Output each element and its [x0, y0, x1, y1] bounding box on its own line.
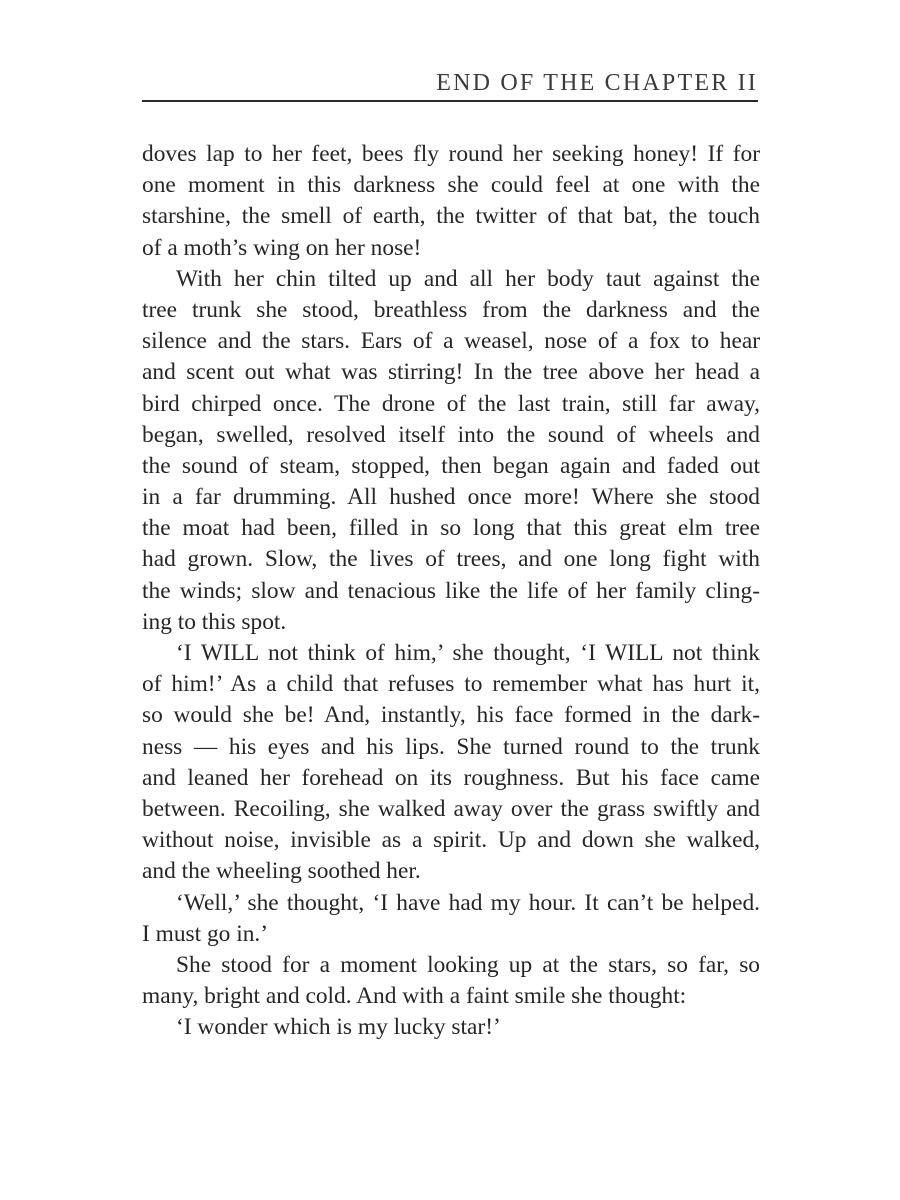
text-line: began, swelled, resolved itself into the sound of wheels and	[142, 421, 760, 448]
text-line: ‘I wonder which is my lucky star!’	[176, 1014, 501, 1041]
text-line: ‘Well,’ she thought, ‘I have had my hour. It can’t be helped.	[176, 889, 760, 916]
text-line: between. Recoiling, she walked away over the grass swiftly and	[142, 795, 760, 822]
text-line: in a far drumming. All hushed once more! Where she stood	[142, 484, 760, 511]
running-header-title: END OF THE CHAPTER II	[436, 70, 758, 96]
text-line: the sound of steam, stopped, then began again and faded out	[142, 452, 760, 479]
text-line: starshine, the smell of earth, the twitter of that bat, the touch	[142, 203, 760, 230]
text-line: With her chin tilted up and all her body taut against the	[176, 265, 760, 292]
text-line: of a moth’s wing on her nose!	[142, 234, 422, 261]
text-line: of him!’ As a child that refuses to remember what has hurt it,	[142, 671, 760, 698]
text-line: without noise, invisible as a spirit. Up and down she walked,	[142, 827, 760, 854]
text-line: the winds; slow and tenacious like the life of her family cling-	[142, 577, 760, 604]
text-line: so would she be! And, instantly, his face formed in the dark-	[142, 702, 760, 729]
text-line: doves lap to her feet, bees fly round her seeking honey! If for	[142, 141, 760, 167]
text-line: She stood for a moment looking up at the stars, so far, so	[176, 951, 760, 978]
text-line: bird chirped once. The drone of the last train, still far away,	[142, 390, 760, 417]
text-line: ness — his eyes and his lips. She turned round to the trunk	[142, 733, 760, 760]
text-line: I must go in.’	[142, 920, 269, 947]
text-line: and the wheeling soothed her.	[142, 858, 421, 885]
text-line: and scent out what was stirring! In the tree above her head a	[142, 359, 760, 386]
text-line: had grown. Slow, the lives of trees, and one long fight with	[142, 546, 760, 573]
text-line: ing to this spot.	[142, 608, 287, 635]
body-text	[142, 139, 760, 1043]
text-line: one moment in this darkness she could feel at one with the	[142, 172, 760, 199]
text-line: silence and the stars. Ears of a weasel, nose of a fox to hear	[142, 328, 760, 355]
text-line: tree trunk she stood, breathless from the darkness and the	[142, 296, 760, 323]
text-line: ‘I WILL not think of him,’ she thought, ‘I WILL not think	[176, 640, 760, 666]
text-line: many, bright and cold. And with a faint smile she thought:	[142, 983, 687, 1010]
text-line: and leaned her forehead on its roughness. But his face came	[142, 764, 760, 791]
text-line: the moat had been, filled in so long that this great elm tree	[142, 515, 760, 542]
header-rule	[142, 100, 758, 102]
